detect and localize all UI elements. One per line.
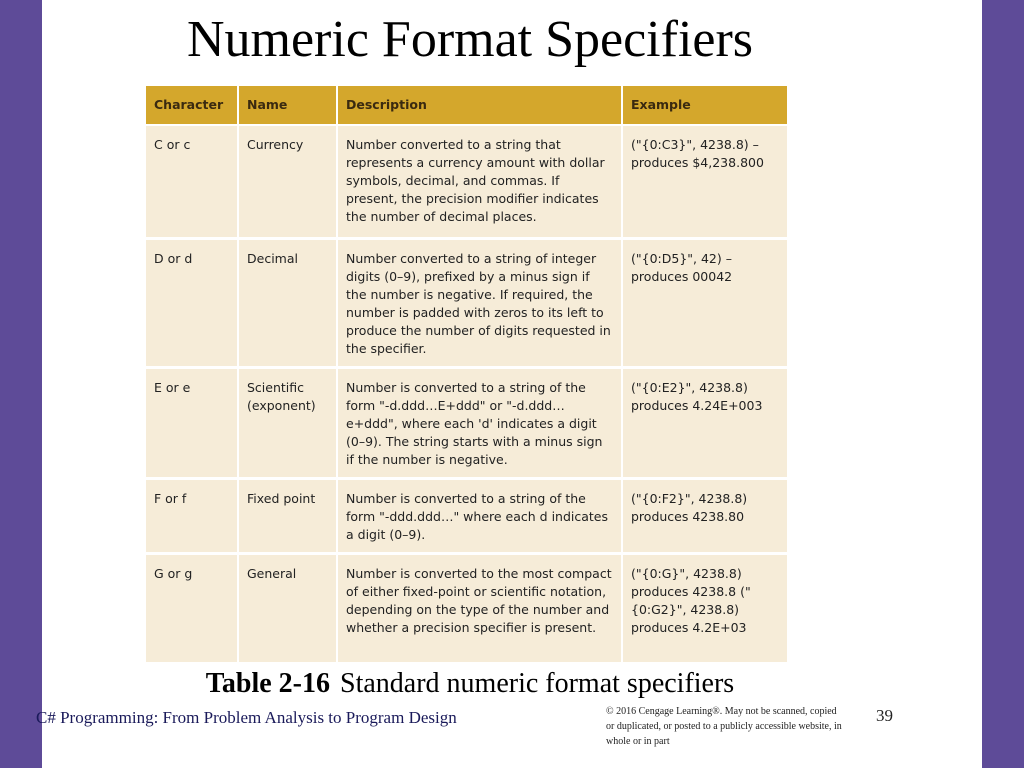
cell-example: ("{0:F2}", 4238.8) produces 4238.80 <box>622 478 787 553</box>
header-example: Example <box>622 86 787 125</box>
table-row <box>146 478 787 553</box>
cell-character: G or g <box>146 553 238 663</box>
footer-copyright: © 2016 Cengage Learning®. May not be scanned, copied or duplicated, or posted to a publicly accessible website, in whole or in part <box>606 706 842 747</box>
cell-description: Number converted to a string of integer digits (0–9), prefixed by a minus sign if the number is negative. If required, the number is padded with zeros to its left to produce the number of digits requested in the specifier. <box>337 238 622 367</box>
table-row <box>146 553 787 663</box>
cell-character: F or f <box>146 478 238 553</box>
cell-description: Number converted to a string that represents a currency amount with dollar symbols, decimal, and commas. If present, the precision modifier indicates the number of decimal places. <box>337 125 622 238</box>
header-character: Character <box>146 86 238 125</box>
table-header-row <box>146 86 787 125</box>
slide-title: Numeric Format Specifiers <box>186 11 754 68</box>
cell-name: Fixed point <box>238 478 337 553</box>
cell-example: ("{0:G}", 4238.8) produces 4238.8 ("{0:G2}", 4238.8) produces 4.2E+03 <box>622 553 787 663</box>
cell-description: Number is converted to a string of the form "-d.ddd…E+ddd" or "-d.ddd…e+ddd", where each 'd' indicates a digit (0–9). The string starts with a minus sign if the number is negative. <box>337 367 622 478</box>
format-specifier-table <box>146 86 787 665</box>
table-row <box>146 367 787 478</box>
cell-example: ("{0:C3}", 4238.8) – produces $4,238.800 <box>622 125 787 238</box>
cell-name: Scientific (exponent) <box>238 367 337 478</box>
cell-character: E or e <box>146 367 238 478</box>
page-number: 39 <box>876 706 893 725</box>
cell-example: ("{0:D5}", 42) – produces 00042 <box>622 238 787 367</box>
footer-course-title: C# Programming: From Problem Analysis to Program Design <box>36 708 457 727</box>
table-row <box>146 238 787 367</box>
header-name: Name <box>238 86 337 125</box>
table-caption <box>0 668 982 700</box>
cell-name: Currency <box>238 125 337 238</box>
cell-description: Number is converted to a string of the form "-ddd.ddd…" where each d indicates a digit (0–9). <box>337 478 622 553</box>
cell-name: Decimal <box>238 238 337 367</box>
table-row <box>146 125 787 238</box>
cell-description: Number is converted to the most compact of either fixed-point or scientific notation, depending on the type of the number and whether a precision specifier is present. <box>337 553 622 663</box>
cell-name: General <box>238 553 337 663</box>
header-description: Description <box>337 86 622 125</box>
caption-text: Standard numeric format specifiers <box>340 668 735 699</box>
caption-label: Table 2-16 <box>205 668 331 699</box>
cell-example: ("{0:E2}", 4238.8) produces 4.24E+003 <box>622 367 787 478</box>
cell-character: D or d <box>146 238 238 367</box>
cell-character: C or c <box>146 125 238 238</box>
